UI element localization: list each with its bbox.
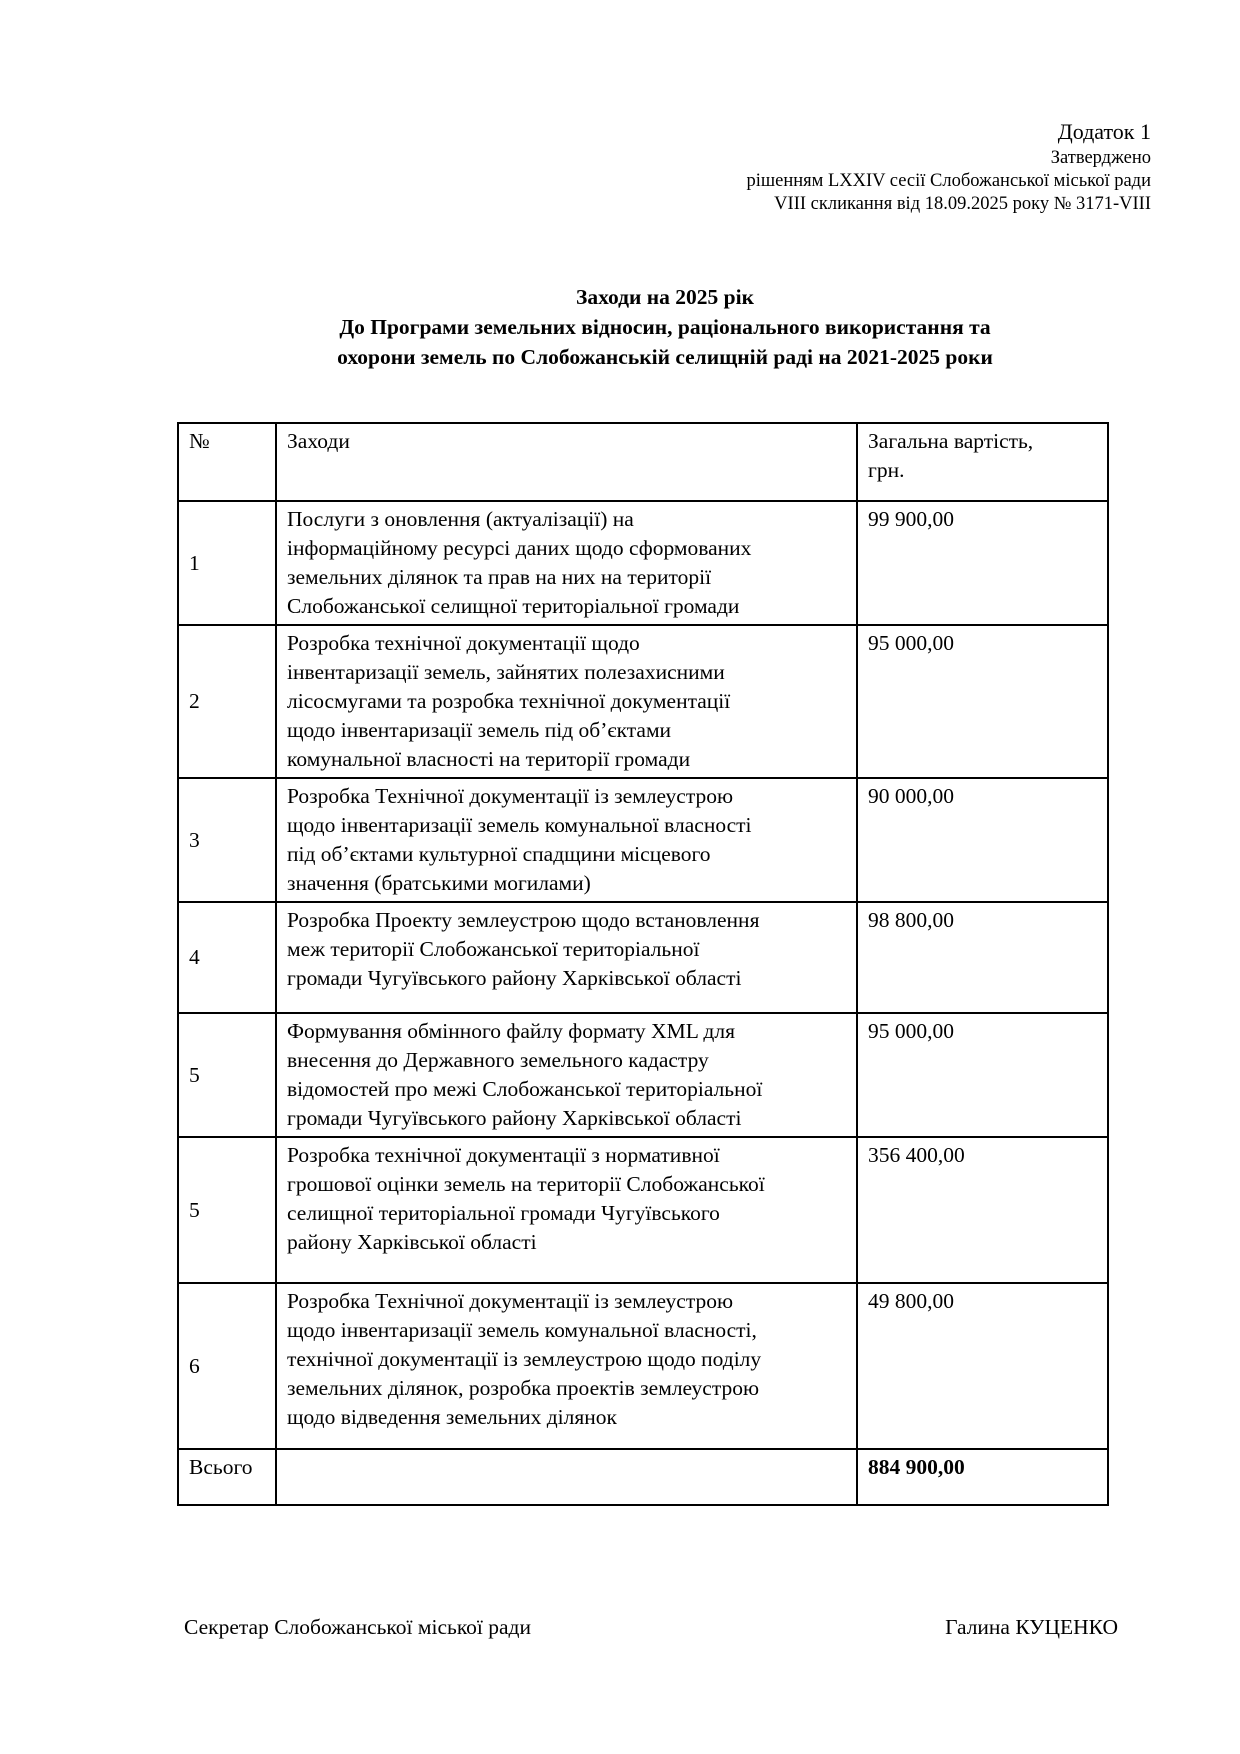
signatory-position: Секретар Слобожанської міської ради [184,1615,532,1639]
row-cost: 99 900,00 [857,501,1108,625]
row-description [276,625,857,778]
description-line: Розробка Проекту землеустрою щодо встановлення [287,908,760,932]
description-line: Розробка Технічної документації із землеустрою [287,1289,734,1313]
approval-line-3: VIII скликання від 18.09.2025 року № 3171-VIII [774,194,1151,214]
table-row [178,625,1108,778]
description-line: меж території Слобожанської територіальної [287,937,700,961]
description-line: щодо відведення земельних ділянок [287,1405,617,1429]
description-line: земельних ділянок, розробка проектів землеустрою [287,1376,760,1400]
description-line: Послуги з оновлення (актуалізації) на [287,507,634,531]
total-label: Всього [178,1449,276,1505]
description-line: комунальної власності на території громади [287,747,691,771]
description-line: Розробка технічної документації з нормативної [287,1143,720,1167]
measures-table [177,422,1109,1506]
table-row [178,1283,1108,1449]
row-description [276,1013,857,1137]
description-line: земельних ділянок та прав на них на території [287,565,712,589]
table-row [178,1137,1108,1283]
title-line-2: До Програми земельних відносин, раціонального використання та [339,315,991,339]
signatory-name: Галина КУЦЕНКО [945,1615,1118,1639]
row-num: 1 [178,501,276,625]
description-line: щодо інвентаризації земель комунальної власності [287,813,752,837]
description-line: відомостей про межі Слобожанської територіальної [287,1077,763,1101]
row-description [276,902,857,1013]
table-row [178,778,1108,902]
description-line: громади Чугуївського району Харківської області [287,966,742,990]
description-line: грошової оцінки земель на території Слобожанської [287,1172,765,1196]
description-line: внесення до Державного земельного кадастру [287,1048,709,1072]
row-num: 5 [178,1137,276,1283]
header-cost-line-2: грн. [868,458,905,482]
approval-block [746,117,1151,216]
header-num: № [178,423,276,501]
row-description [276,1283,857,1449]
description-line: Слобожанської селищної територіальної громади [287,594,740,618]
title-line-3: охорони земель по Слобожанській селищній раді на 2021-2025 роки [337,345,993,369]
total-cost: 884 900,00 [857,1449,1108,1505]
row-num: 3 [178,778,276,902]
header-cost [857,423,1108,501]
description-line: щодо інвентаризації земель під об’єктами [287,718,672,742]
row-num: 2 [178,625,276,778]
table-row [178,902,1108,1013]
description-line: селищної територіальної громади Чугуївського [287,1201,720,1225]
row-description [276,778,857,902]
document-title [0,282,1240,372]
row-cost: 95 000,00 [857,1013,1108,1137]
description-line: технічної документації із землеустрою щодо поділу [287,1347,762,1371]
description-line: району Харківської області [287,1230,537,1254]
header-measures: Заходи [276,423,857,501]
row-num: 4 [178,902,276,1013]
row-cost: 90 000,00 [857,778,1108,902]
row-cost: 49 800,00 [857,1283,1108,1449]
description-line: Розробка технічної документації щодо [287,631,640,655]
description-line: Формування обмінного файлу формату XML для [287,1019,735,1043]
table-row [178,1013,1108,1137]
row-description [276,1137,857,1283]
description-line: громади Чугуївського району Харківської області [287,1106,742,1130]
description-line: інформаційному ресурсі даних щодо сформованих [287,536,752,560]
row-cost: 98 800,00 [857,902,1108,1013]
row-num: 5 [178,1013,276,1137]
approval-line-2: рішенням LXXIV сесії Слобожанської міської ради [746,171,1151,191]
annex-label: Додаток 1 [1057,119,1151,144]
table-header-row [178,423,1108,501]
description-line: значення (братськими могилами) [287,871,591,895]
row-num: 6 [178,1283,276,1449]
row-cost: 95 000,00 [857,625,1108,778]
approval-line-1: Затверджено [1050,148,1151,168]
table-row [178,501,1108,625]
total-description [276,1449,857,1505]
title-line-1: Заходи на 2025 рік [575,285,754,309]
description-line: Розробка Технічної документації із землеустрою [287,784,734,808]
description-line: щодо інвентаризації земель комунальної власності, [287,1318,757,1342]
header-cost-line-1: Загальна вартість, [868,429,1034,453]
description-line: інвентаризації земель, зайнятих полезахисними [287,660,725,684]
row-description [276,501,857,625]
description-line: під об’єктами культурної спадщини місцевого [287,842,711,866]
row-cost: 356 400,00 [857,1137,1108,1283]
description-line: лісосмугами та розробка технічної документації [287,689,731,713]
table-total-row [178,1449,1108,1505]
